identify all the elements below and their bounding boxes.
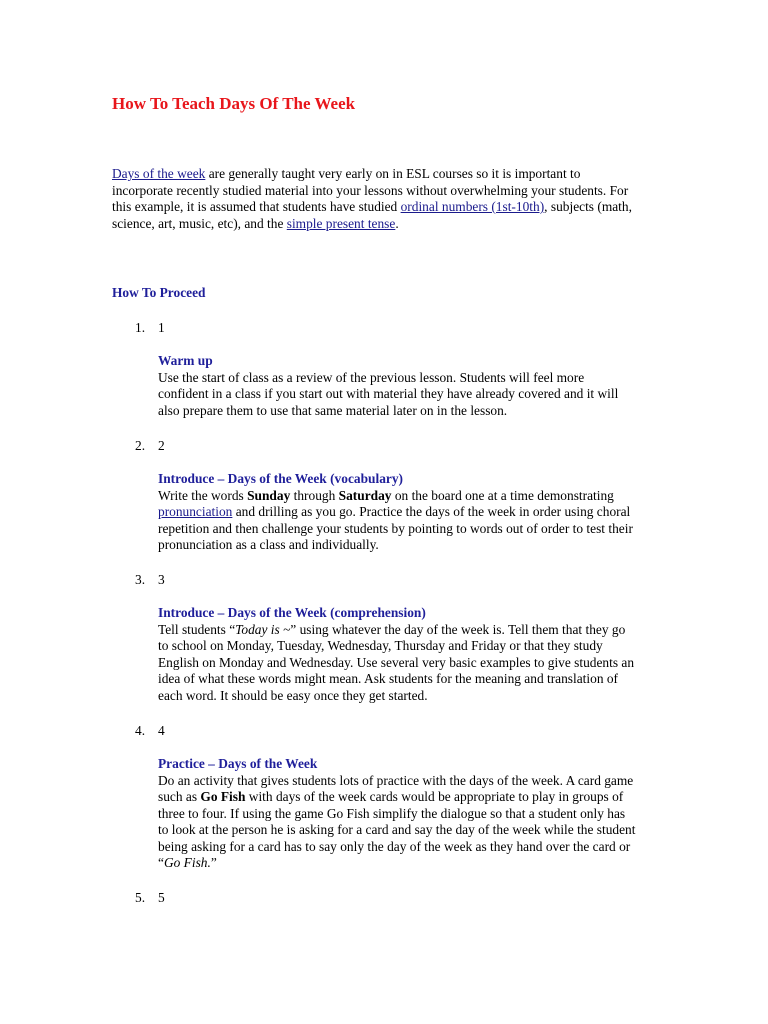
link-simple-present-tense[interactable]: simple present tense xyxy=(286,215,396,231)
italic-go-fish: Go Fish. xyxy=(163,855,211,870)
step-text-part: ” using whatever the day of the week is. Tell them that they go to school on Monday, Tuesday, Wednesday, Thursday and Friday or that they study English on Monday and Wednesday. Use several very basic examples to give students an idea of what these words might mean. Ask students for the meaning and translation of each word. It should be easy once they get started. xyxy=(158,621,635,703)
link-ordinal-numbers[interactable]: ordinal numbers (1st-10th) xyxy=(400,199,545,214)
bold-sunday: Sunday xyxy=(247,487,291,503)
page-title: How To Teach Days Of The Week xyxy=(112,94,356,113)
step-text-part: Write the words xyxy=(158,487,248,503)
step-number: 4 xyxy=(158,723,165,738)
step-text-part: through xyxy=(290,487,339,503)
step-heading: Practice – Days of the Week xyxy=(158,756,318,771)
step-number: 2 xyxy=(158,438,165,453)
step-text-part: Do an activity that gives students lots of practice with the days of the week. A card game such as xyxy=(158,772,634,804)
bold-saturday: Saturday xyxy=(338,487,392,503)
link-pronunciation[interactable]: pronunciation xyxy=(158,504,233,519)
step-marker: 3. xyxy=(135,572,146,587)
step-text xyxy=(158,622,636,705)
step-marker: 4. xyxy=(135,723,146,738)
step-number: 5 xyxy=(158,890,165,905)
step-heading: Introduce – Days of the Week (comprehension) xyxy=(158,605,426,620)
intro-text-2: , subjects (math, science, art, music, etc), and the xyxy=(112,199,632,231)
step-body xyxy=(158,605,636,704)
step-text-part: Tell students “ xyxy=(158,621,236,637)
step-number: 1 xyxy=(158,320,165,335)
step-marker: 5. xyxy=(135,890,146,905)
step-body xyxy=(158,756,636,872)
step-number: 3 xyxy=(158,572,165,587)
step-heading: Introduce – Days of the Week (vocabulary) xyxy=(158,471,403,486)
section-heading: How To Proceed xyxy=(112,285,206,300)
step-marker: 1. xyxy=(135,320,146,335)
step-heading: Warm up xyxy=(158,353,213,368)
step-text xyxy=(158,488,636,554)
bold-go-fish: Go Fish xyxy=(200,789,246,804)
step-text xyxy=(158,773,636,872)
step-text: Use the start of class as a review of the previous lesson. Students will feel more confident in a class if you start out with material they have already covered and it will also prepare them to use that same material later on in the lesson. xyxy=(158,369,619,418)
step-body xyxy=(158,353,636,419)
intro-text-1: are generally taught very early on in ESL courses so it is important to incorporate recently studied material into your lessons without overwhelming your students. For this example, it is assumed that students have studied xyxy=(112,166,629,214)
step-text-part: and drilling as you go. Practice the days of the week in order using choral repetition and then challenge your students by pointing to words out of order to test their pronunciation as a class and individually. xyxy=(158,504,633,552)
step-marker: 2. xyxy=(135,438,146,453)
link-days-of-the-week[interactable]: Days of the week xyxy=(112,166,206,181)
intro-text-3: . xyxy=(395,215,399,231)
italic-today-is: Today is ~ xyxy=(235,621,291,637)
step-body xyxy=(158,471,636,554)
step-text-part: ” xyxy=(210,855,217,870)
step-text-part: with days of the week cards would be appropriate to play in groups of three to four. If using the game Go Fish simplify the dialogue so that a student only has to look at the person he is asking for a card and say the day of the week while the student being asking for a card has to say only the day of the week as they hand over the card or “ xyxy=(158,789,636,870)
step-text-part: on the board one at a time demonstrating xyxy=(391,487,614,503)
intro-paragraph xyxy=(112,166,642,232)
